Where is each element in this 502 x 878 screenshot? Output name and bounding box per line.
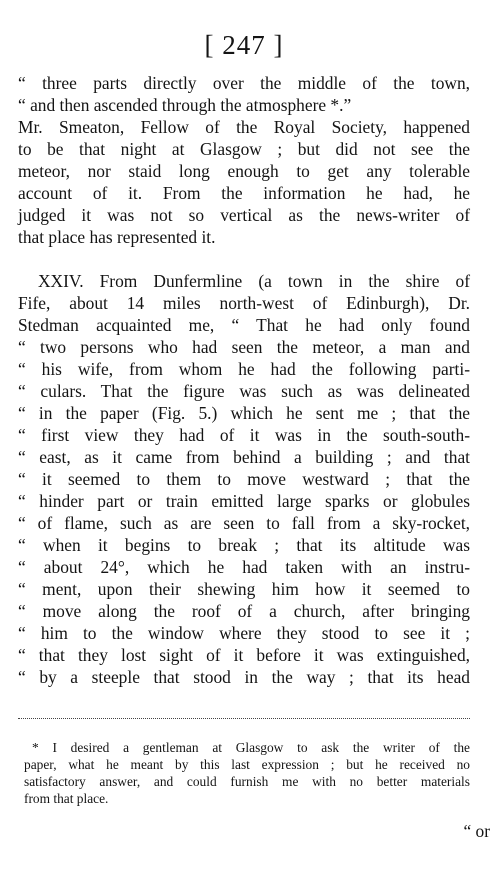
- text-line: “ move along the roof of a church, after bringing: [18, 601, 470, 621]
- text-line: account of it. From the information he had, he: [18, 183, 470, 203]
- footnote-line: paper, what he meant by this last expression ; but he received no: [24, 757, 470, 772]
- text-line: to be that night at Glasgow ; but did not see the: [18, 139, 470, 159]
- footnote-line: from that place.: [24, 791, 109, 806]
- footnote-line: satisfactory answer, and could furnish me with no better materials: [24, 774, 470, 789]
- text-line: Stedman acquainted me, “ That he had only found: [18, 315, 470, 335]
- text-line: XXIV. From Dunfermline (a town in the shire of: [38, 271, 470, 291]
- text-line: “ two persons who had seen the meteor, a man and: [18, 337, 470, 357]
- page-number: [ 247 ]: [204, 30, 284, 60]
- text-line: “ east, as it came from behind a building ; and that: [18, 447, 470, 467]
- text-line: “ hinder part or train emitted large sparks or globules: [18, 491, 470, 511]
- text-line: “ ment, upon their shewing him how it seemed to: [18, 579, 470, 599]
- text-line: meteor, nor staid long enough to get any tolerable: [18, 161, 470, 181]
- text-line: “ by a steeple that stood in the way ; that its head: [18, 667, 470, 687]
- text-line: “ and then ascended through the atmosphere *.”: [18, 95, 352, 115]
- footnote-rule: [18, 718, 470, 719]
- text-line: “ in the paper (Fig. 5.) which he sent me ; that the: [18, 403, 470, 423]
- text-line: “ his wife, from whom he had the following parti-: [18, 359, 470, 379]
- text-line: “ culars. That the figure was such as was delineated: [18, 381, 470, 401]
- text-line: “ him to the window where they stood to see it ;: [18, 623, 470, 643]
- text-line: “ first view they had of it was in the south-south-: [18, 425, 470, 445]
- text-line: “ three parts directly over the middle of the town,: [18, 73, 470, 93]
- catchword: “ or: [463, 821, 490, 841]
- text-line: that place has represented it.: [18, 227, 216, 247]
- text-line: Fife, about 14 miles north-west of Edinburgh), Dr.: [18, 293, 470, 313]
- text-line: “ that they lost sight of it before it was extinguished,: [18, 645, 470, 665]
- text-line: judged it was not so vertical as the news-writer of: [18, 205, 470, 225]
- text-line: “ about 24°, which he had taken with an instru-: [18, 557, 470, 577]
- text-line: “ it seemed to them to move westward ; that the: [18, 469, 470, 489]
- text-line: “ of flame, such as are seen to fall from a sky-rocket,: [18, 513, 470, 533]
- footnote-line: * I desired a gentleman at Glasgow to ask the writer of the: [32, 740, 470, 755]
- text-line: Mr. Smeaton, Fellow of the Royal Society, happened: [18, 117, 470, 137]
- text-line: “ when it begins to break ; that its altitude was: [18, 535, 470, 555]
